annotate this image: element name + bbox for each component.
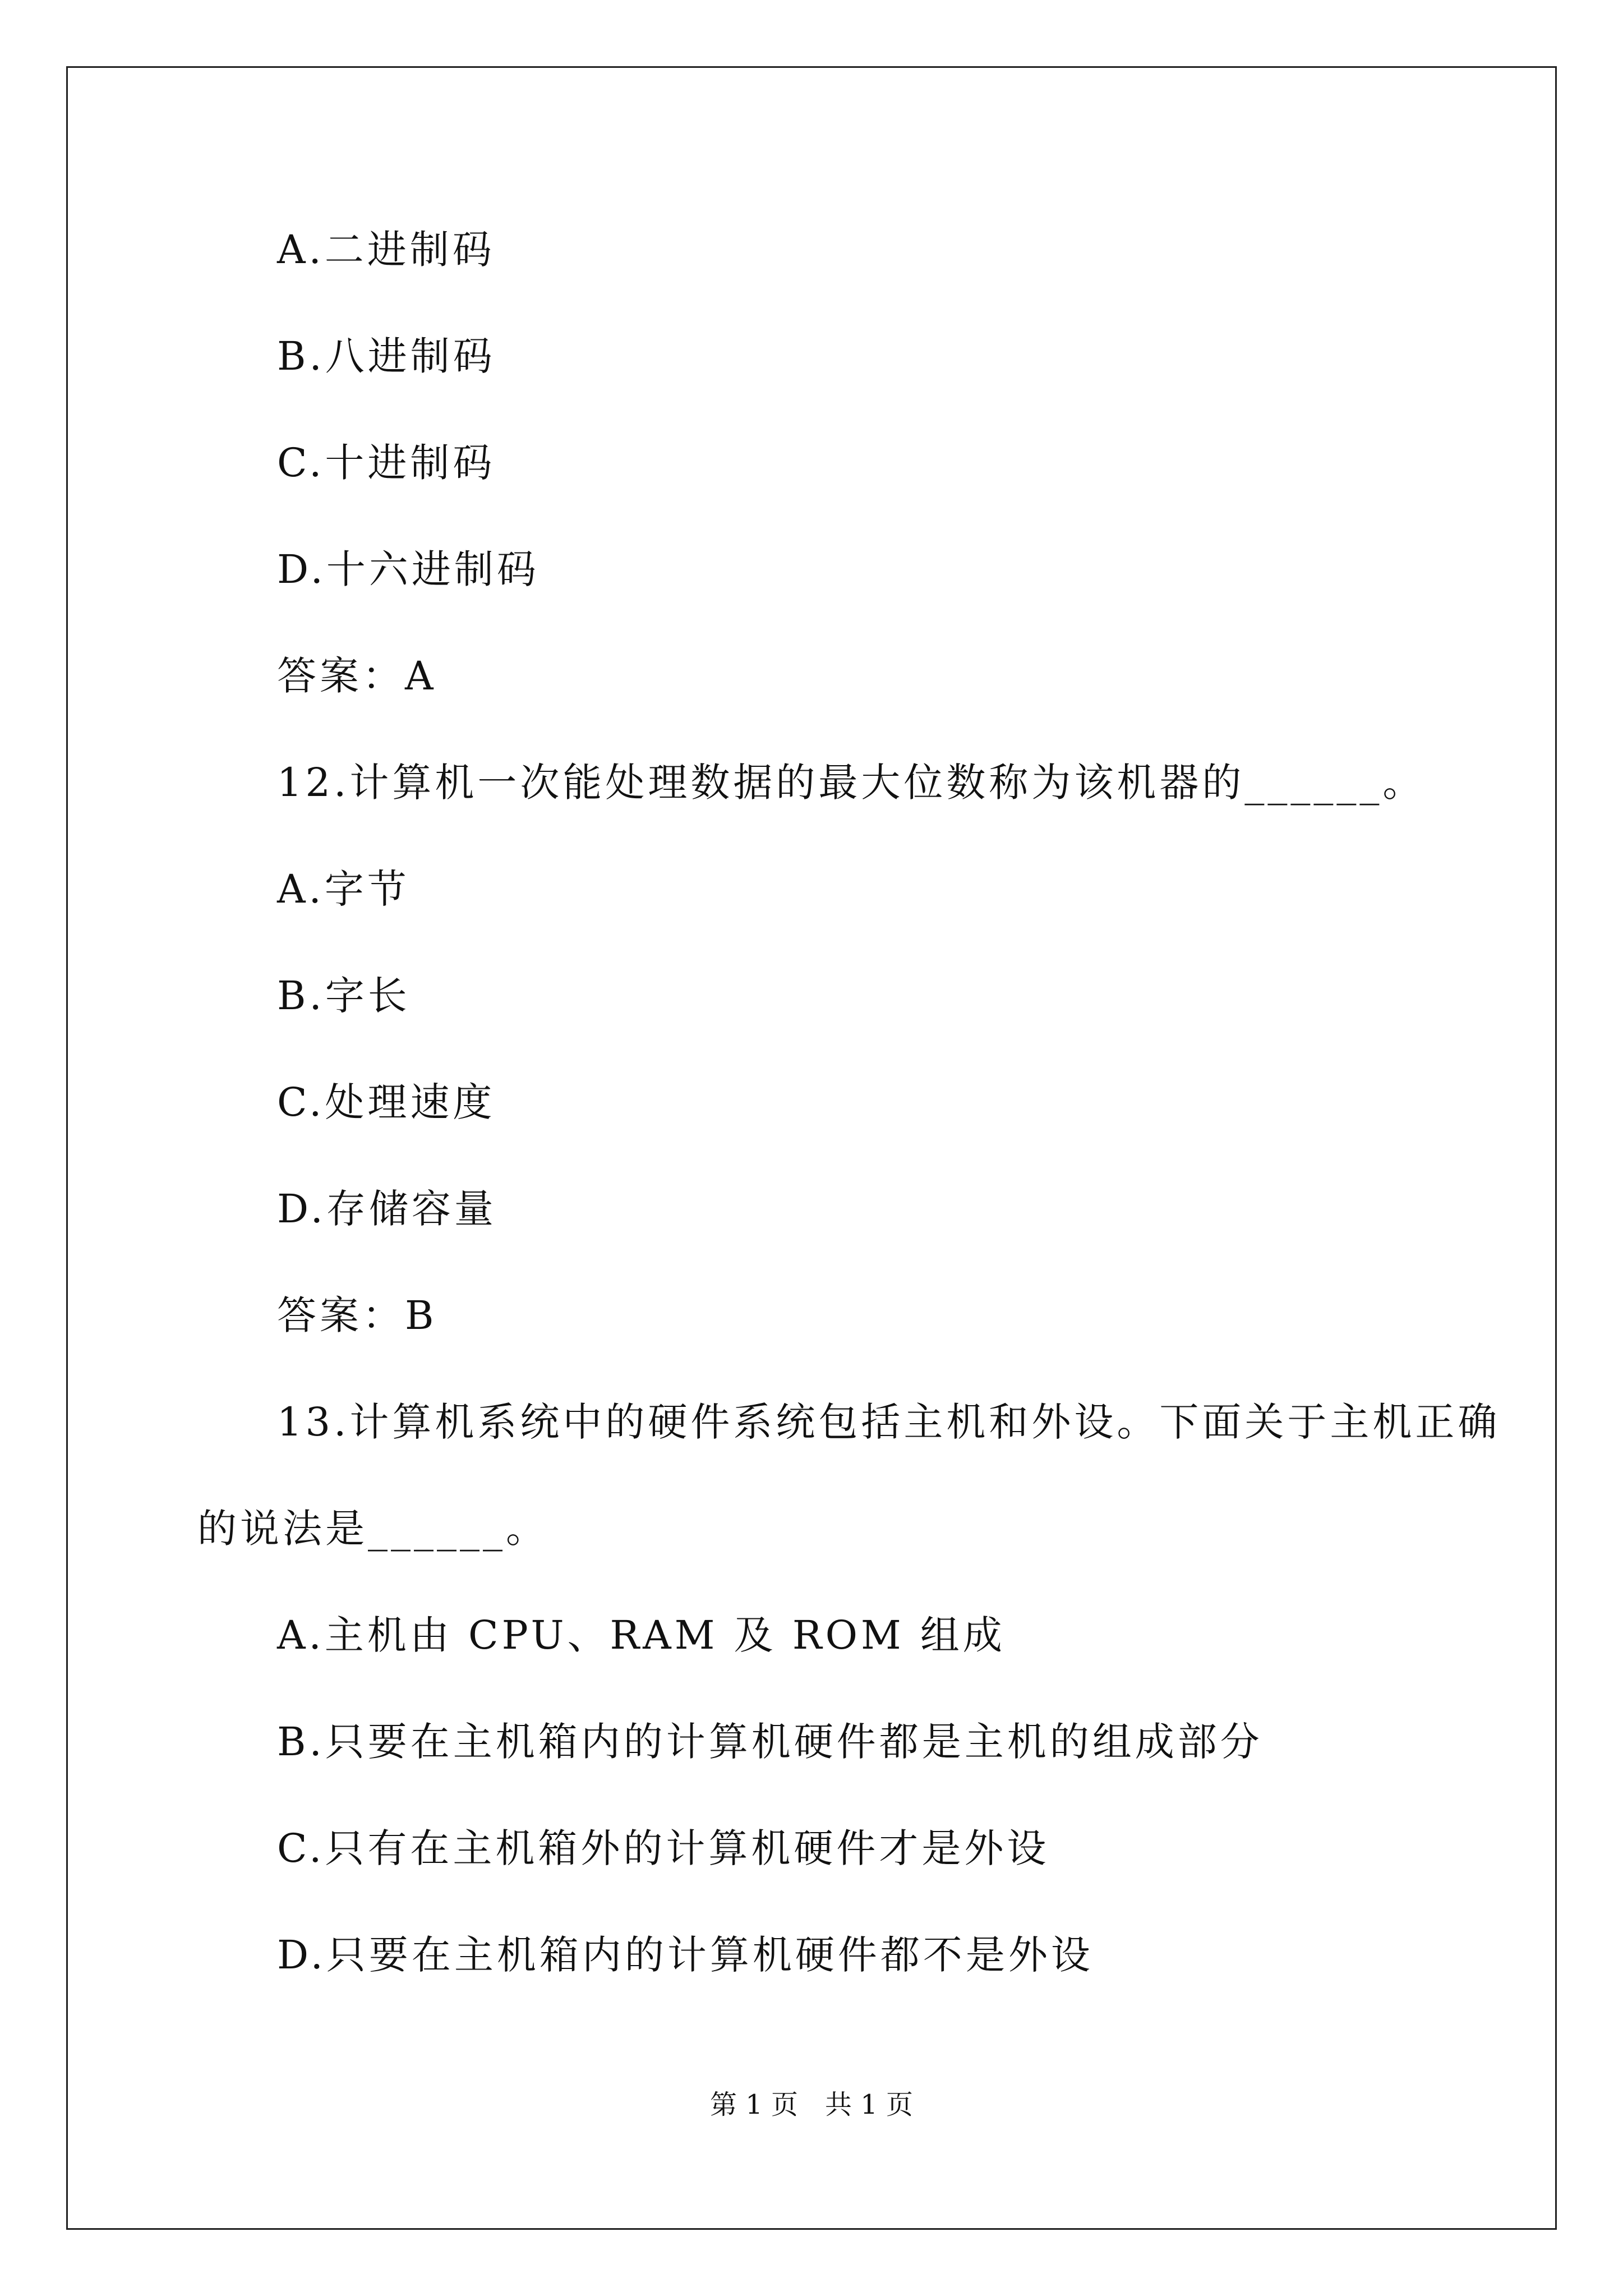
page-border	[66, 66, 1557, 2230]
question-13-line-2: 的说法是______。	[197, 1506, 548, 1552]
option-d: D.存储容量	[277, 1186, 497, 1232]
option-b: B.八进制码	[277, 333, 496, 379]
option-a: A.字节	[277, 866, 410, 912]
option-d: D.只要在主机箱内的计算机硬件都不是外设	[277, 1932, 1094, 1978]
page-number: 第 1 页	[709, 2089, 798, 2120]
option-b: B.只要在主机箱内的计算机硬件都是主机的组成部分	[277, 1719, 1263, 1765]
answer: 答案：A	[277, 653, 437, 699]
answer: 答案：B	[277, 1292, 437, 1338]
page-footer	[0, 2088, 1623, 2122]
option-b: B.字长	[277, 973, 411, 1019]
question-12: 12.计算机一次能处理数据的最大位数称为该机器的______。	[277, 760, 1426, 806]
option-a: A.二进制码	[277, 227, 495, 273]
option-c: C.十进制码	[277, 440, 496, 486]
option-a: A.主机由 CPU、RAM 及 ROM 组成	[277, 1612, 1006, 1658]
option-c: C.只有在主机箱外的计算机硬件才是外设	[277, 1825, 1050, 1871]
page-total: 共 1 页	[825, 2089, 914, 2120]
option-c: C.处理速度	[277, 1079, 496, 1125]
question-13-line-1: 13.计算机系统中的硬件系统包括主机和外设。下面关于主机正确	[277, 1399, 1501, 1445]
option-d: D.十六进制码	[277, 546, 540, 592]
